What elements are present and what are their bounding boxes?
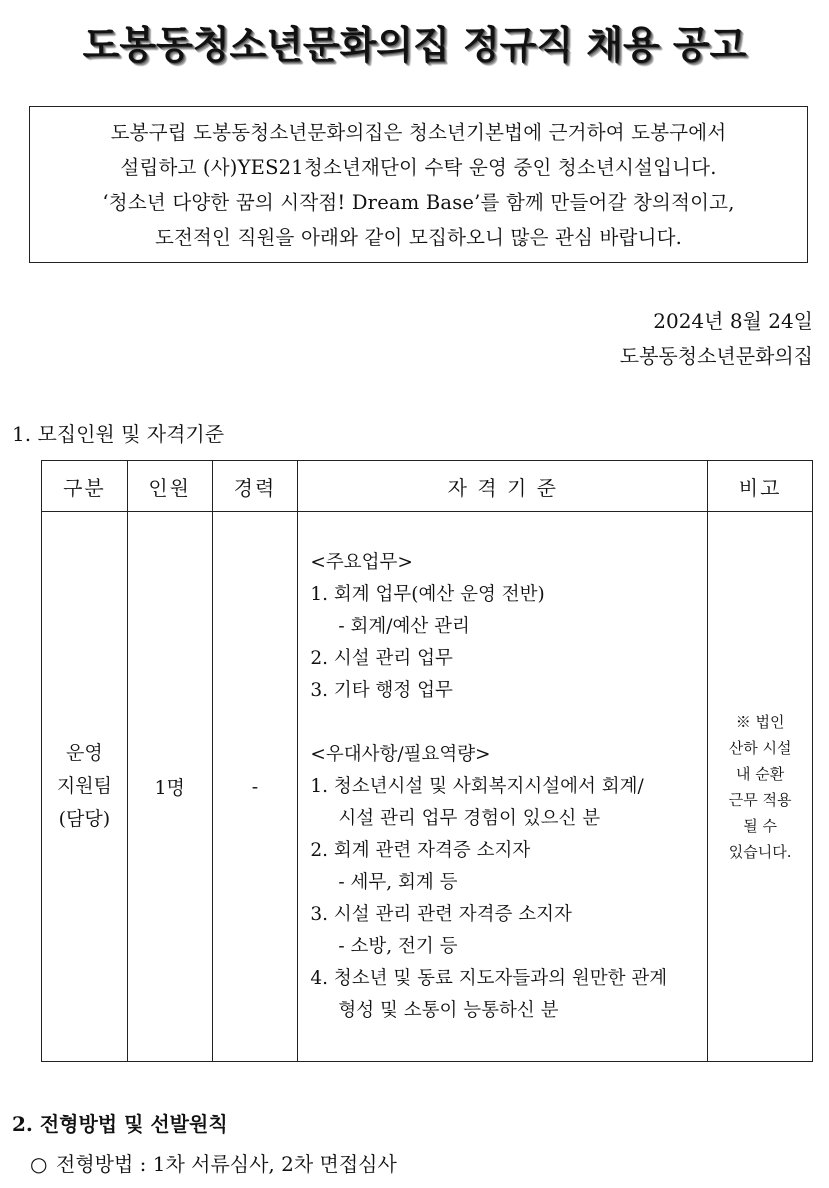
selection-method [30, 1148, 397, 1177]
preferred-item: - 세무, 회계 등 [338, 871, 458, 893]
section-selection-title: 2. 전형방법 및 선발원칙 [12, 1112, 228, 1136]
intro-line: ‘청소년 다양한 꿈의 시작점! Dream Base’를 함께 만들어갈 창의적이고, [102, 191, 735, 214]
selection-method-text: 전형방법 : 1차 서류심사, 2차 면접심사 [56, 1152, 397, 1176]
preferred-item: 시설 관리 업무 경험이 있으신 분 [338, 807, 601, 829]
preferred-item: - 소방, 전기 등 [338, 935, 458, 957]
duty-item: 1. 회계 업무(예산 운영 전반) [310, 583, 545, 605]
table-header-row [42, 461, 813, 512]
bullet-icon: ○ [30, 1152, 48, 1176]
team-cell [42, 512, 128, 1062]
duty-item: 2. 시설 관리 업무 [310, 647, 453, 669]
recruitment-table [41, 460, 813, 1062]
intro-box [29, 106, 808, 263]
preferred-item: 4. 청소년 및 동료 지도자들과의 원만한 관계 [310, 967, 668, 989]
duty-item: 3. 기타 행정 업무 [310, 679, 453, 701]
header-category: 구분 [42, 461, 128, 512]
team-line: 운영 [66, 742, 103, 764]
header-note: 비고 [708, 461, 813, 512]
intro-line: 설립하고 (사)YES21청소년재단이 수탁 운영 중인 청소년시설입니다. [120, 156, 717, 179]
note-line: 근무 적용 [728, 790, 792, 809]
organization-name: 도봉동청소년문화의집 [619, 344, 813, 368]
preferred-item: 3. 시설 관리 관련 자격증 소지자 [310, 903, 572, 925]
page-title: 도봉동청소년문화의집 정규직 채용 공고 [82, 23, 747, 67]
career-cell: - [212, 512, 298, 1062]
preferred-item: 1. 청소년시설 및 사회복지시설에서 회계/ [310, 775, 644, 797]
table-row [42, 512, 813, 1062]
header-qualification: 자 격 기 준 [298, 461, 708, 512]
intro-line: 도전적인 직원을 아래와 같이 모집하오니 많은 관심 바랍니다. [154, 226, 683, 249]
team-line: (담당) [58, 808, 111, 830]
duties-list [310, 579, 701, 707]
section-recruitment-title: 1. 모집인원 및 자격기준 [12, 422, 225, 446]
intro-line: 도봉구립 도봉동청소년문화의집은 청소년기본법에 근거하여 도봉구에서 [110, 121, 727, 144]
note-line: ※ 법인 [735, 712, 785, 731]
note-line: 있습니다. [728, 842, 792, 861]
note-line: 산하 시설 [728, 738, 792, 757]
note-cell [708, 512, 813, 1062]
qualification-cell [298, 512, 708, 1062]
preferred-list [310, 771, 701, 1027]
announcement-date: 2024년 8월 24일 [653, 309, 813, 333]
team-line: 지원팀 [56, 775, 112, 797]
header-career: 경력 [212, 461, 298, 512]
preferred-item: 형성 및 소통이 능통하신 분 [338, 999, 559, 1021]
header-headcount: 인원 [127, 461, 212, 512]
spacer [310, 707, 701, 739]
preferred-heading: <우대사항/필요역량> [310, 743, 491, 765]
note-line: 내 순환 [735, 764, 785, 783]
headcount-cell: 1명 [127, 512, 212, 1062]
preferred-item: 2. 회계 관련 자격증 소지자 [310, 839, 531, 861]
note-line: 될 수 [743, 816, 777, 835]
duty-item: - 회계/예산 관리 [338, 615, 470, 637]
duties-heading: <주요업무> [310, 551, 413, 573]
